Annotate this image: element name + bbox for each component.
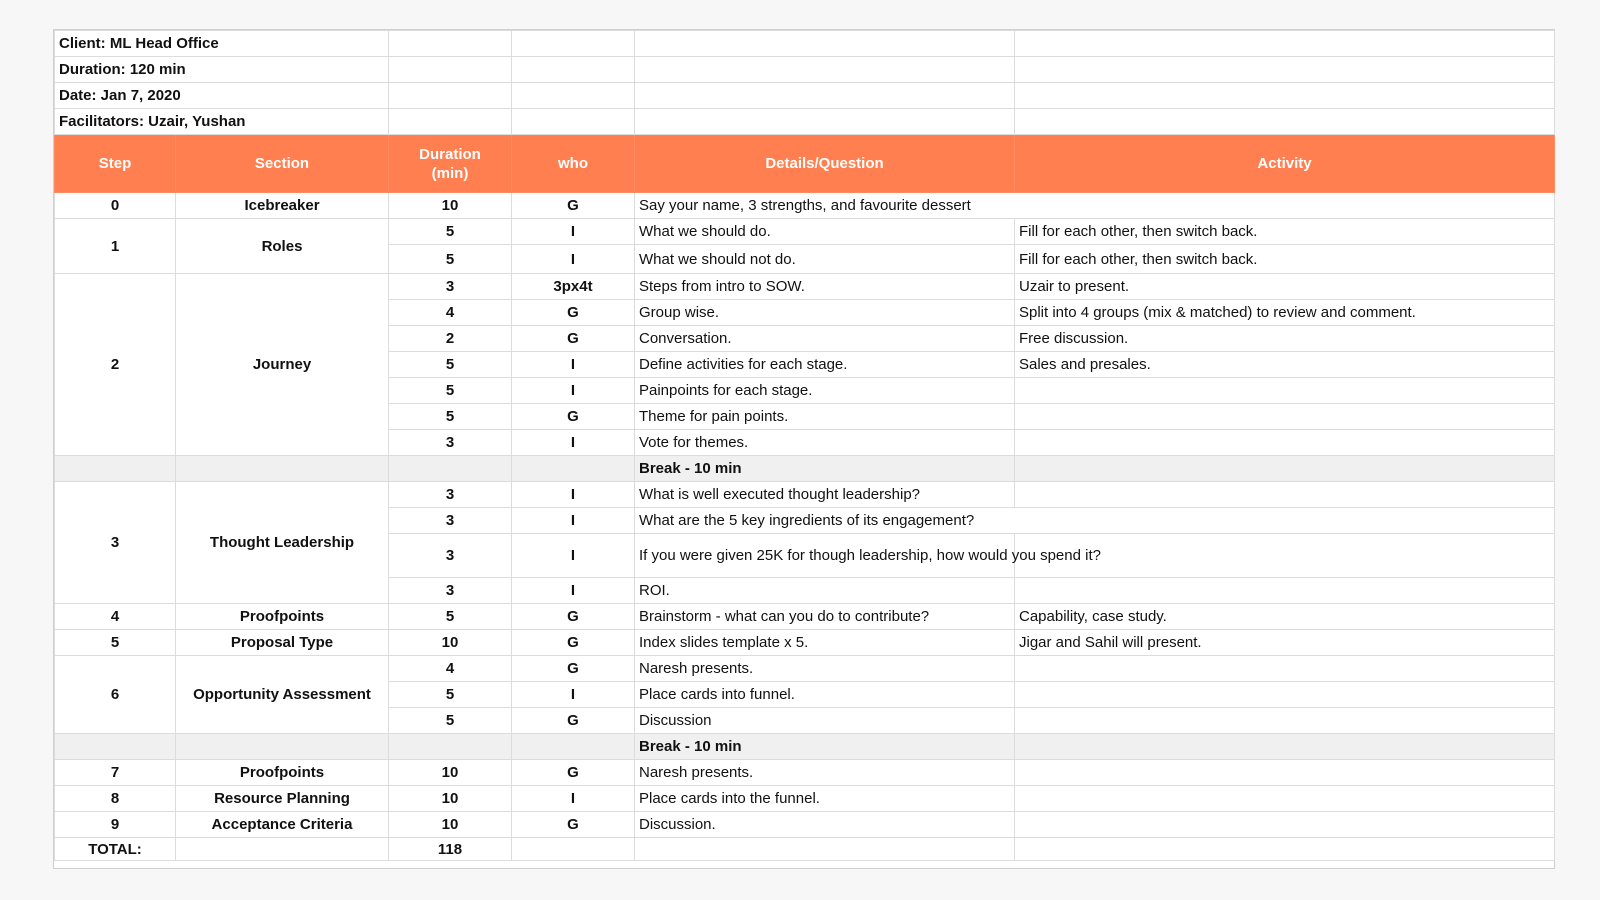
who-cell[interactable]: G — [512, 404, 635, 430]
details-cell[interactable]: Group wise. — [635, 300, 1015, 326]
header-duration[interactable] — [389, 135, 512, 193]
break-row — [55, 734, 1555, 760]
table-row — [55, 786, 1555, 812]
who-cell[interactable]: G — [512, 630, 635, 656]
table-row — [55, 630, 1555, 656]
section-cell[interactable]: Proposal Type — [176, 630, 389, 656]
duration-cell[interactable]: 5 — [389, 682, 512, 708]
who-cell[interactable]: 3px4t — [512, 274, 635, 300]
who-cell[interactable]: I — [512, 534, 635, 578]
who-cell[interactable]: I — [512, 482, 635, 508]
duration-cell[interactable]: 10 — [389, 786, 512, 812]
duration-cell[interactable]: 3 — [389, 534, 512, 578]
facilitators-label[interactable]: Facilitators: Uzair, Yushan — [55, 109, 389, 135]
step-cell[interactable]: 2 — [55, 274, 176, 456]
activity-cell[interactable]: Uzair to present. — [1015, 274, 1555, 300]
details-cell[interactable]: Naresh presents. — [635, 760, 1015, 786]
activity-cell[interactable] — [1015, 430, 1555, 456]
activity-cell[interactable] — [1015, 656, 1555, 682]
meta-row-client — [55, 31, 1555, 57]
who-cell[interactable]: I — [512, 378, 635, 404]
section-cell[interactable]: Journey — [176, 274, 389, 456]
who-cell[interactable]: G — [512, 326, 635, 352]
activity-cell[interactable]: Capability, case study. — [1015, 604, 1555, 630]
who-cell[interactable]: I — [512, 508, 635, 534]
details-cell[interactable]: Discussion. — [635, 812, 1015, 838]
duration-cell[interactable]: 3 — [389, 482, 512, 508]
total-row — [55, 838, 1555, 861]
step-cell[interactable]: 7 — [55, 760, 176, 786]
table-row — [55, 656, 1555, 682]
duration-cell[interactable]: 3 — [389, 274, 512, 300]
details-cell[interactable]: Painpoints for each stage. — [635, 378, 1015, 404]
table-row — [55, 193, 1555, 219]
duration-cell[interactable]: 4 — [389, 300, 512, 326]
who-cell[interactable]: G — [512, 604, 635, 630]
who-cell[interactable]: I — [512, 219, 635, 245]
step-cell[interactable]: 1 — [55, 219, 176, 274]
step-cell[interactable]: 6 — [55, 656, 176, 734]
who-cell[interactable]: G — [512, 300, 635, 326]
meta-row-date — [55, 83, 1555, 109]
section-cell[interactable]: Proofpoints — [176, 760, 389, 786]
activity-cell[interactable]: Fill for each other, then switch back. — [1015, 245, 1555, 274]
who-cell[interactable]: I — [512, 245, 635, 274]
details-cell[interactable]: ROI. — [635, 578, 1015, 604]
step-cell[interactable]: 0 — [55, 193, 176, 219]
activity-cell[interactable] — [1015, 760, 1555, 786]
section-cell[interactable]: Acceptance Criteria — [176, 812, 389, 838]
activity-cell[interactable] — [1015, 482, 1555, 508]
table-row — [55, 760, 1555, 786]
activity-cell[interactable] — [1015, 812, 1555, 838]
duration-label[interactable]: Duration: 120 min — [55, 57, 389, 83]
duration-cell[interactable]: 5 — [389, 378, 512, 404]
details-cell[interactable]: Define activities for each stage. — [635, 352, 1015, 378]
header-duration-line2: (min) — [431, 164, 469, 182]
details-cell[interactable]: Steps from intro to SOW. — [635, 274, 1015, 300]
duration-cell[interactable]: 2 — [389, 326, 512, 352]
step-cell[interactable]: 9 — [55, 812, 176, 838]
section-cell[interactable]: Opportunity Assessment — [176, 656, 389, 734]
step-cell[interactable]: 8 — [55, 786, 176, 812]
activity-cell[interactable] — [1015, 578, 1555, 604]
duration-cell[interactable]: 10 — [389, 812, 512, 838]
table-row — [55, 482, 1555, 508]
who-cell[interactable]: G — [512, 193, 635, 219]
step-cell[interactable]: 5 — [55, 630, 176, 656]
activity-cell[interactable] — [1015, 682, 1555, 708]
activity-cell[interactable]: Split into 4 groups (mix & matched) to review and comment. — [1015, 300, 1555, 326]
header-duration-line1: Duration — [419, 145, 481, 163]
details-cell[interactable]: What we should not do. — [635, 245, 1015, 274]
break-label[interactable]: Break - 10 min — [635, 734, 1015, 760]
date-label[interactable]: Date: Jan 7, 2020 — [55, 83, 389, 109]
who-cell[interactable]: I — [512, 682, 635, 708]
duration-cell[interactable]: 10 — [389, 630, 512, 656]
details-cell[interactable]: Brainstorm - what can you do to contribute? — [635, 604, 1015, 630]
header-row — [55, 135, 1555, 193]
who-cell[interactable]: I — [512, 786, 635, 812]
total-value[interactable]: 118 — [389, 838, 512, 861]
meta-row-duration — [55, 57, 1555, 83]
spreadsheet — [53, 29, 1555, 869]
section-cell[interactable]: Resource Planning — [176, 786, 389, 812]
activity-cell[interactable] — [1015, 404, 1555, 430]
who-cell[interactable]: I — [512, 352, 635, 378]
meta-row-facilitators — [55, 109, 1555, 135]
header-details[interactable]: Details/Question — [635, 135, 1015, 193]
details-cell[interactable]: Place cards into funnel. — [635, 682, 1015, 708]
details-cell[interactable]: If you were given 25K for though leadership, how would you spend it? — [635, 534, 1015, 578]
duration-cell[interactable]: 3 — [389, 508, 512, 534]
header-who[interactable]: who — [512, 135, 635, 193]
header-section[interactable]: Section — [176, 135, 389, 193]
details-cell[interactable]: Discussion — [635, 708, 1015, 734]
total-label[interactable]: TOTAL: — [55, 838, 176, 861]
who-cell[interactable]: G — [512, 656, 635, 682]
duration-cell[interactable]: 5 — [389, 245, 512, 274]
activity-cell[interactable]: Fill for each other, then switch back. — [1015, 219, 1555, 245]
step-cell[interactable]: 3 — [55, 482, 176, 604]
break-label[interactable]: Break - 10 min — [635, 456, 1015, 482]
header-step[interactable]: Step — [55, 135, 176, 193]
who-cell[interactable]: G — [512, 760, 635, 786]
duration-cell[interactable]: 10 — [389, 193, 512, 219]
activity-cell[interactable] — [1015, 786, 1555, 812]
activity-cell[interactable]: Sales and presales. — [1015, 352, 1555, 378]
client-label[interactable]: Client: ML Head Office — [55, 31, 389, 57]
step-cell[interactable]: 4 — [55, 604, 176, 630]
section-cell[interactable]: Icebreaker — [176, 193, 389, 219]
who-cell[interactable]: G — [512, 812, 635, 838]
details-cell[interactable]: Place cards into the funnel. — [635, 786, 1015, 812]
duration-cell[interactable]: 5 — [389, 604, 512, 630]
table-row — [55, 219, 1555, 245]
duration-cell[interactable]: 5 — [389, 708, 512, 734]
activity-cell[interactable]: Free discussion. — [1015, 326, 1555, 352]
details-cell[interactable]: What is well executed thought leadership? — [635, 482, 1015, 508]
details-cell[interactable]: Vote for themes. — [635, 430, 1015, 456]
who-cell[interactable]: I — [512, 430, 635, 456]
details-cell[interactable]: Say your name, 3 strengths, and favourite dessert — [635, 193, 1555, 219]
duration-cell[interactable]: 10 — [389, 760, 512, 786]
who-cell[interactable]: G — [512, 708, 635, 734]
details-cell[interactable]: Naresh presents. — [635, 656, 1015, 682]
break-row — [55, 456, 1555, 482]
duration-cell[interactable]: 5 — [389, 404, 512, 430]
section-cell[interactable]: Roles — [176, 219, 389, 274]
duration-cell[interactable]: 5 — [389, 352, 512, 378]
details-cell[interactable]: Theme for pain points. — [635, 404, 1015, 430]
duration-cell[interactable]: 3 — [389, 578, 512, 604]
who-cell[interactable]: I — [512, 578, 635, 604]
table-row — [55, 812, 1555, 838]
details-cell[interactable]: What are the 5 key ingredients of its engagement? — [635, 508, 1555, 534]
duration-cell[interactable]: 3 — [389, 430, 512, 456]
details-cell[interactable]: What we should do. — [635, 219, 1015, 245]
duration-cell[interactable]: 4 — [389, 656, 512, 682]
agenda-table — [54, 30, 1555, 861]
header-activity[interactable]: Activity — [1015, 135, 1555, 193]
section-cell[interactable]: Thought Leadership — [176, 482, 389, 604]
activity-cell[interactable] — [1015, 378, 1555, 404]
section-cell[interactable]: Proofpoints — [176, 604, 389, 630]
details-cell[interactable]: Index slides template x 5. — [635, 630, 1015, 656]
details-cell[interactable]: Conversation. — [635, 326, 1015, 352]
table-row — [55, 274, 1555, 300]
activity-cell[interactable] — [1015, 708, 1555, 734]
table-row — [55, 604, 1555, 630]
activity-cell[interactable]: Jigar and Sahil will present. — [1015, 630, 1555, 656]
duration-cell[interactable]: 5 — [389, 219, 512, 245]
